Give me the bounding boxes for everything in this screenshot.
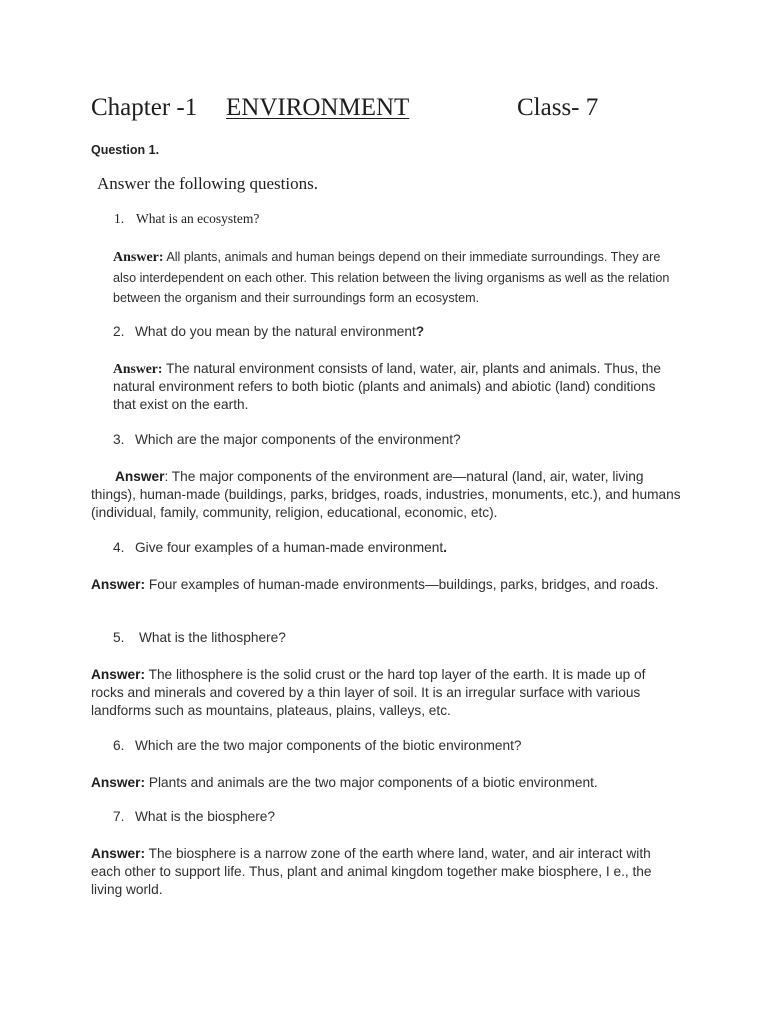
answer-label: Answer:: [91, 577, 146, 592]
answer-7: [91, 845, 681, 899]
question-number: 2.: [113, 324, 125, 339]
question-text: Give four examples of a human-made environment: [135, 540, 444, 555]
question-7: [113, 809, 275, 824]
answer-label: Answer:: [113, 250, 164, 265]
answer-label: Answer:: [91, 667, 146, 682]
question-suffix: ?: [415, 324, 425, 339]
question-suffix: .: [443, 540, 447, 555]
answer-label: Answer:: [113, 361, 163, 376]
answer-text: The biosphere is a narrow zone of the earth where land, water, and air interact with each other to support life. Thus, plant and animal kingdom together make biosphere, I e., the living world.: [91, 846, 652, 897]
answer-text: The lithosphere is the solid crust or the hard top layer of the earth. It is made up of rocks and minerals and covered by a thin layer of soil. It is an irregular surface with various landforms such as mountains, plateaus, plains, valleys, etc.: [91, 667, 646, 718]
class-label: Class- 7: [517, 94, 599, 121]
answer-3: [91, 468, 681, 522]
chapter-title: ENVIRONMENT: [226, 94, 410, 121]
answer-text: The natural environment consists of land, water, air, plants and animals. Thus, the natural environment refers to both biotic (plants and animals) and abiotic (land) conditions that exist on the earth.: [113, 361, 662, 412]
answer-text: Plants and animals are the two major components of a biotic environment.: [148, 775, 598, 790]
question-text: What is the lithosphere?: [139, 630, 286, 645]
question-text: What is the biosphere?: [135, 809, 275, 824]
question-text: Which are the major components of the environment?: [135, 432, 461, 447]
answer-2: [113, 360, 673, 414]
question-text: Which are the two major components of the biotic environment?: [135, 738, 522, 753]
question-text: What is an ecosystem?: [136, 211, 260, 226]
question-heading: Question 1.: [91, 143, 160, 157]
answer-text: All plants, animals and human beings depend on their immediate surroundings. They are also interdependent on each other. This relation between the living organisms as well as the relation between the organism and their surroundings form an ecosystem.: [113, 250, 670, 305]
question-number: 4.: [113, 540, 125, 555]
answer-text: : The major components of the environment are—natural (land, air, water, living things), human-made (buildings, parks, bridges, roads, industries, monuments, etc.), and humans (individual, family, community, religion, educational, economic, etc).: [91, 469, 681, 520]
question-2: [113, 324, 424, 339]
answer-label: Answer:: [91, 846, 146, 861]
answer-6: [91, 774, 681, 792]
answer-1: [113, 247, 673, 308]
answer-4: [91, 576, 681, 594]
question-number: 6.: [113, 738, 125, 753]
question-number: 3.: [113, 432, 125, 447]
question-number: 7.: [113, 809, 125, 824]
question-text: What do you mean by the natural environment: [135, 324, 416, 339]
answer-5: [91, 666, 681, 720]
instruction-text: Answer the following questions.: [97, 174, 318, 193]
question-number: 1.: [114, 211, 125, 226]
answer-label: Answer:: [91, 775, 146, 790]
question-3: [113, 432, 461, 447]
answer-label: Answer: [115, 469, 165, 484]
question-4: [113, 540, 447, 555]
question-5: [113, 630, 286, 645]
question-1: [114, 211, 259, 227]
question-6: [113, 738, 522, 753]
chapter-label: Chapter -1: [91, 94, 198, 121]
question-number: 5.: [113, 630, 125, 645]
answer-text: Four examples of human-made environments—buildings, parks, bridges, and roads.: [148, 577, 659, 592]
